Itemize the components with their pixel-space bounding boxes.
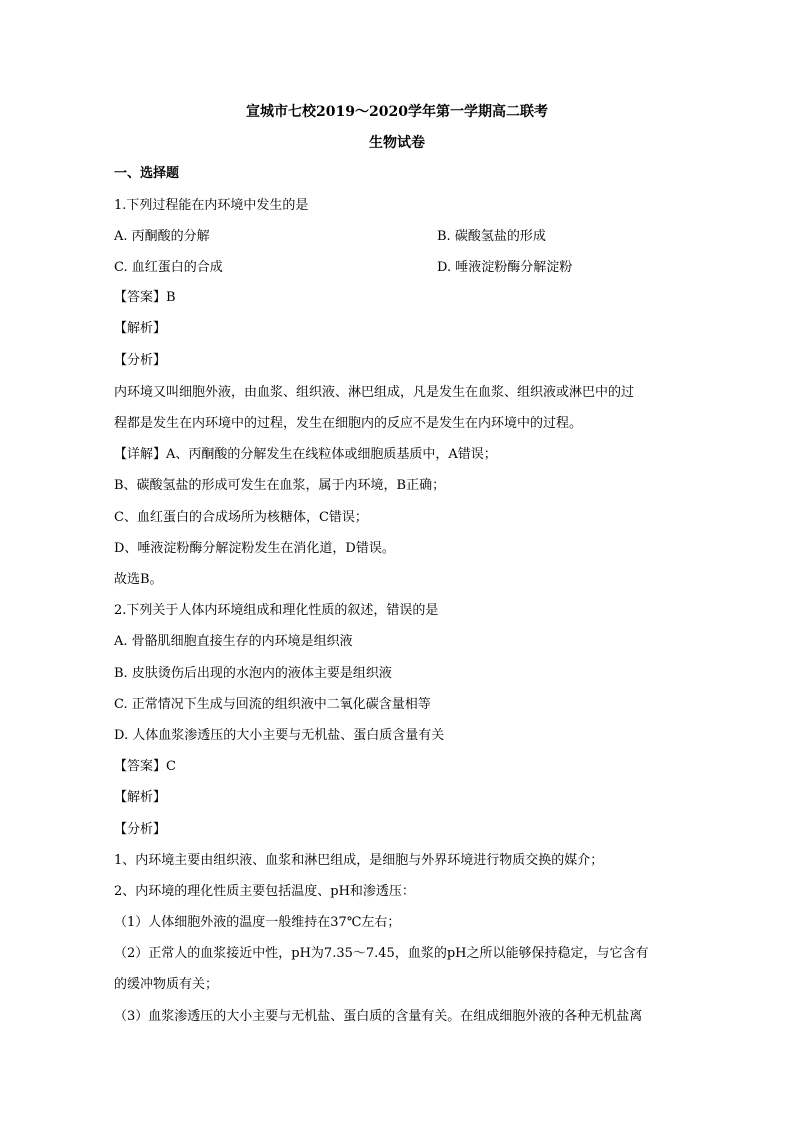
question-1-fenxi-text-2: 程都是发生在内环境中的过程，发生在细胞内的反应不是发生在内环境中的过程。 [114,416,583,431]
question-2-point-2: 2、内环境的理化性质主要包括温度、pH和渗透压： [114,884,415,899]
question-2-sub-2b: 的缓冲物质有关； [114,977,219,992]
question-1-fenxi-label: 【分析】 [114,353,167,368]
question-1-detail-3: C、血红蛋白的合成场所为核糖体，C错误； [114,510,368,525]
question-1-stem: 1.下列过程能在内环境中发生的是 [114,198,309,213]
document-title: 宣城市七校2019～2020学年第一学期高二联考 [246,104,548,120]
question-1-option-b: B. 碳酸氢盐的形成 [437,229,546,244]
question-2-sub-3: （3）血浆渗透压的大小主要与无机盐、蛋白质的含量有关。在组成细胞外液的各种无机盐离 [114,1009,643,1024]
question-2-sub-2a: （2）正常人的血浆接近中性，pH为7.35～7.45，血浆的pH之所以能够保持稳定，与它含有 [114,946,649,961]
question-2-option-a: A. 骨骼肌细胞直接生存的内环境是组织液 [114,634,353,649]
question-1-conclusion: 故选B。 [114,572,163,587]
section-heading: 一、选择题 [114,166,180,181]
question-1-detail-2: B、碳酸氢盐的形成可发生在血浆，属于内环境，B正确； [114,478,446,493]
question-1-fenxi-text-1: 内环境又叫细胞外液，由血浆、组织液、淋巴组成，凡是发生在血浆、组织液或淋巴中的过 [114,385,635,400]
question-1-analysis-label: 【解析】 [114,321,167,336]
question-1-option-d: D. 唾液淀粉酶分解淀粉 [437,260,573,275]
question-2-option-c: C. 正常情况下生成与回流的组织液中二氧化碳含量相等 [114,697,431,712]
question-2-answer: 【答案】C [114,759,176,774]
question-2-option-d: D. 人体血浆渗透压的大小主要与无机盐、蛋白质含量有关 [114,728,445,743]
question-2-analysis-label: 【解析】 [114,790,167,805]
question-1-answer: 【答案】B [114,290,176,305]
question-2-sub-1: （1）人体细胞外液的温度一般维持在37℃左右； [114,915,401,930]
question-1-option-c: C. 血红蛋白的合成 [114,260,223,275]
question-1-option-a: A. 丙酮酸的分解 [114,229,210,244]
question-2-stem: 2.下列关于人体内环境组成和理化性质的叙述，错误的是 [114,603,439,618]
question-2-option-b: B. 皮肤烫伤后出现的水泡内的液体主要是组织液 [114,666,392,681]
question-1-detail-1: 【详解】A、丙酮酸的分解发生在线粒体或细胞质基质中，A错误； [114,447,497,462]
question-2-point-1: 1、内环境主要由组织液、血浆和淋巴组成，是细胞与外界环境进行物质交换的媒介； [114,853,604,868]
question-1-detail-4: D、唾液淀粉酶分解淀粉发生在消化道，D错误。 [114,541,395,556]
question-2-fenxi-label: 【分析】 [114,822,167,837]
document-subtitle: 生物试卷 [369,135,425,151]
